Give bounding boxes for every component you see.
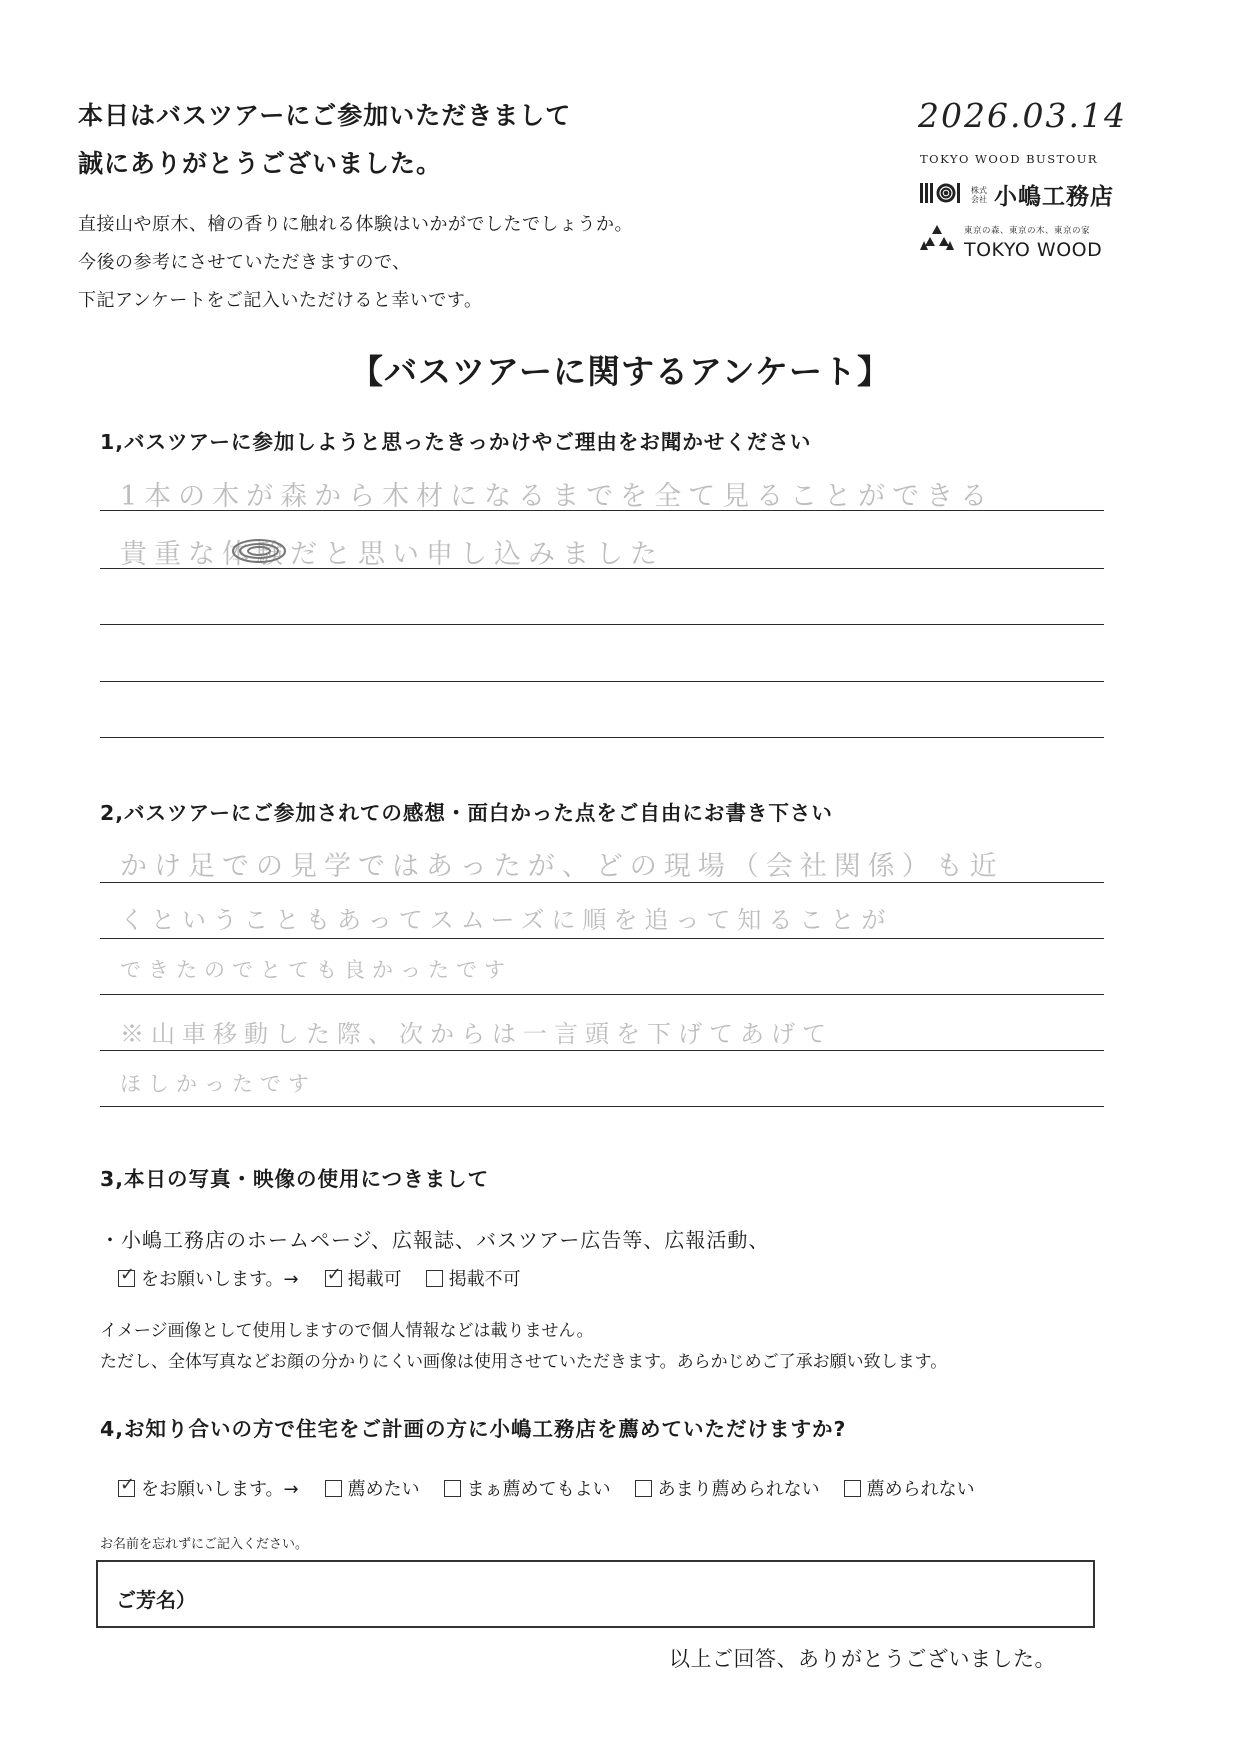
- q2-rule-2: [100, 938, 1104, 939]
- q3-publish-ng-label: 掲載不可: [448, 1269, 521, 1290]
- q2-answer-line-2: くということもあってスムーズに順を追って知ることが: [120, 906, 893, 934]
- q4-option-1-label: 薦めたい: [347, 1479, 420, 1500]
- q3-publish-ok-checkbox[interactable]: [325, 1270, 342, 1287]
- q3-request-checkbox[interactable]: [118, 1270, 135, 1287]
- q3-note-line-2: ただし、全体写真などお顔の分かりにくい画像は使用させていただきます。あらかじめご了承お願い致します。: [100, 1352, 948, 1372]
- question-4: 4,お知り合いの方で住宅をご計画の方に小嶋工務店を薦めていただけますか?: [100, 1417, 847, 1441]
- q4-request-checkbox[interactable]: [118, 1480, 135, 1497]
- greeting: [78, 92, 571, 188]
- q2-answer-line-5: ほしかったです: [120, 1072, 316, 1096]
- intro-line-1: 直接山や原木、檜の香りに触れる体験はいかがでしたでしょうか。: [78, 214, 633, 235]
- question-1: 1,バスツアーに参加しようと思ったきっかけやご理由をお聞かせください: [100, 430, 812, 454]
- name-box[interactable]: [96, 1560, 1095, 1628]
- q2-answer-line-1: かけ足での見学ではあったが、どの現場（会社関係）も近: [120, 851, 1004, 882]
- q4-option-4-checkbox[interactable]: [844, 1480, 861, 1497]
- q3-note-line-1: イメージ画像として使用しますので個人情報などは載りません。: [100, 1321, 594, 1341]
- q3-publish-ok-label: 掲載可: [347, 1269, 402, 1290]
- tour-label: TOKYO WOOD BUSTOUR: [920, 152, 1099, 166]
- company-prefix: 株式会社: [971, 185, 987, 204]
- tokyo-wood-logo: [920, 224, 1102, 261]
- question-3: 3,本日の写真・映像の使用につきまして: [100, 1167, 490, 1191]
- event-date: 2026.03.14: [918, 96, 1127, 135]
- q2-answer-line-4: ※山車移動した際、次からは一言頭を下げてあげて: [120, 1020, 833, 1048]
- greeting-line-2: 誠にありがとうございました。: [78, 149, 443, 178]
- intro-line-3: 下記アンケートをご記入いただけると幸いです。: [78, 290, 483, 311]
- q1-answer-line-1: 1本の木が森から木材になるまでを全て見ることができる: [120, 481, 995, 512]
- q1-rule-5: [100, 737, 1104, 738]
- closing-message: 以上ご回答、ありがとうございました。: [669, 1647, 1056, 1671]
- q2-answer-line-3: できたのでとても良かったです: [120, 958, 512, 982]
- brand-name: TOKYO WOOD: [964, 239, 1103, 261]
- survey-title: 【バスツアーに関するアンケート】: [349, 352, 892, 391]
- q4-request-label: をお願いします。→: [141, 1479, 299, 1500]
- q2-rule-5: [100, 1106, 1104, 1107]
- q1-answer-line-2: 貴重な体験だと思い申し込みました: [120, 539, 664, 570]
- question-2: 2,バスツアーにご参加されての感想・面白かった点をご自由にお書き下さい: [100, 801, 833, 825]
- q1-rule-4: [100, 681, 1104, 682]
- q4-option-3-label: あまり薦められない: [657, 1479, 820, 1500]
- q4-option-1-checkbox[interactable]: [325, 1480, 342, 1497]
- q3-request-label: をお願いします。→: [141, 1269, 299, 1290]
- q2-rule-4: [100, 1050, 1104, 1051]
- intro-text: [78, 206, 633, 320]
- tokyo-wood-mark-icon: [920, 224, 954, 256]
- q4-option-4-label: 薦められない: [866, 1479, 975, 1500]
- q1-rule-3: [100, 624, 1104, 625]
- q3-publish-ng-checkbox[interactable]: [426, 1270, 443, 1287]
- greeting-line-1: 本日はバスツアーにご参加いただきまして: [78, 101, 572, 130]
- q4-options: [118, 1475, 975, 1501]
- name-label: ご芳名）: [116, 1588, 196, 1612]
- q3-options: [118, 1265, 521, 1291]
- company-logo: [920, 178, 1114, 211]
- q4-option-2-label: まぁ薦めてもよい: [466, 1479, 611, 1500]
- q3-note: [100, 1316, 947, 1378]
- q3-usage-bullet: ・小嶋工務店のホームページ、広報誌、バスツアー広告等、広報活動、: [100, 1228, 770, 1252]
- name-hint: お名前を忘れずにご記入ください。: [100, 1537, 309, 1552]
- scribble-mark: [230, 536, 288, 570]
- q2-rule-3: [100, 994, 1104, 995]
- q4-option-3-checkbox[interactable]: [635, 1480, 652, 1497]
- company-mark-icon: [920, 182, 964, 208]
- q2-rule-1: [100, 882, 1104, 883]
- company-name: 小嶋工務店: [994, 184, 1114, 210]
- intro-line-2: 今後の参考にさせていただきますので、: [78, 252, 411, 273]
- q1-rule-1: [100, 510, 1104, 511]
- brand-tagline: 東京の森、東京の木、東京の家: [964, 226, 1091, 236]
- q4-option-2-checkbox[interactable]: [444, 1480, 461, 1497]
